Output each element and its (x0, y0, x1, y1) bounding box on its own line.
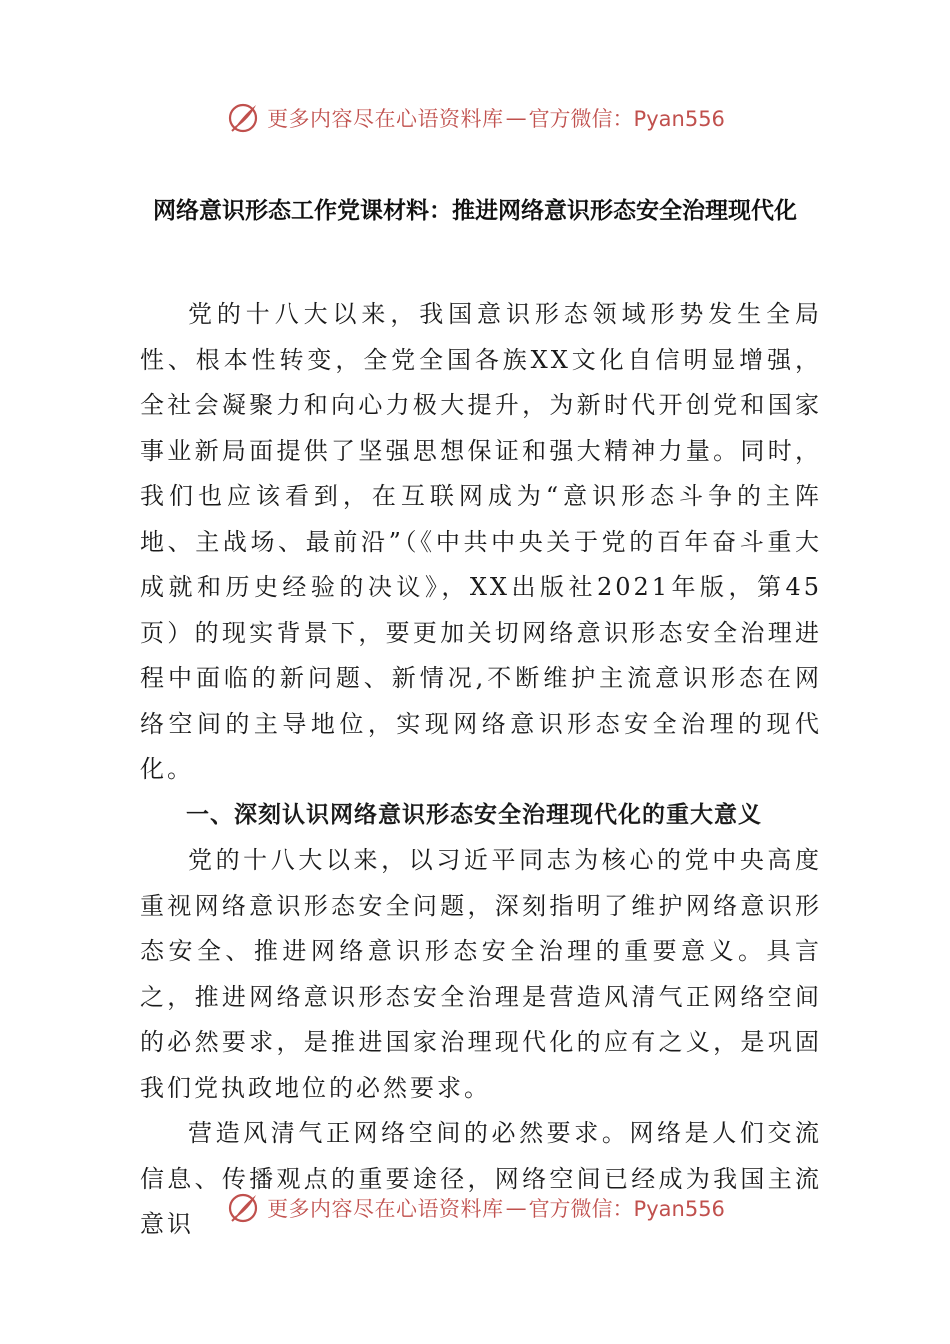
document-title: 网络意识形态工作党课材料：推进网络意识形态安全治理现代化 (153, 198, 797, 224)
quill-logo-icon (225, 100, 261, 136)
section-heading: 一、深刻认识网络意识形态安全治理现代化的重大意义 (186, 801, 762, 828)
section-paragraph: 党的十八大以来，以习近平同志为核心的党中央高度重视网络意识形态安全问题，深刻指明了维护网络意识形态安全、推进网络意识形态安全治理的重要意义。具言之，推进网络意识形态安全治理是营造风清气正网络空间的必然要求，是推进国家治理现代化的应有之义，是巩固我们党执政地位的必然要求。 (140, 846, 822, 1102)
footer-banner (0, 1186, 950, 1230)
banner-text: 更多内容尽在心语资料库 (267, 1197, 504, 1221)
document-body (140, 292, 822, 1248)
header-banner (0, 96, 950, 140)
banner-text: 更多内容尽在心语资料库 (267, 107, 504, 131)
section-paragraph: 营造风清气正网络空间的必然要求。网络是人们交流信息、传播观点的重要途径，网络空间已经成为我国主流意识 (140, 1119, 822, 1238)
banner-separator: — (505, 1196, 527, 1220)
banner-contact: 官方微信：Pyan556 (528, 1197, 725, 1221)
intro-paragraph: 党的十八大以来，我国意识形态领域形势发生全局性、根本性转变，全党全国各族XX文化自信明显增强，全社会凝聚力和向心力极大提升，为新时代开创党和国家事业新局面提供了坚强思想保证和强大精神力量。同时，我们也应该看到，在互联网成为“意识形态斗争的主阵地、主战场、最前沿”（《中共中央关于党的百年奋斗重大成就和历史经验的决议》，XX出版社2021年版，第45页）的现实背景下，要更加关切网络意识形态安全治理进程中面临的新问题、新情况,不断维护主流意识形态在网络空间的主导地位，实现网络意识形态安全治理的现代化。 (140, 300, 822, 783)
banner-contact: 官方微信：Pyan556 (528, 107, 725, 131)
banner-separator: — (505, 106, 527, 130)
quill-logo-icon (225, 1190, 261, 1226)
